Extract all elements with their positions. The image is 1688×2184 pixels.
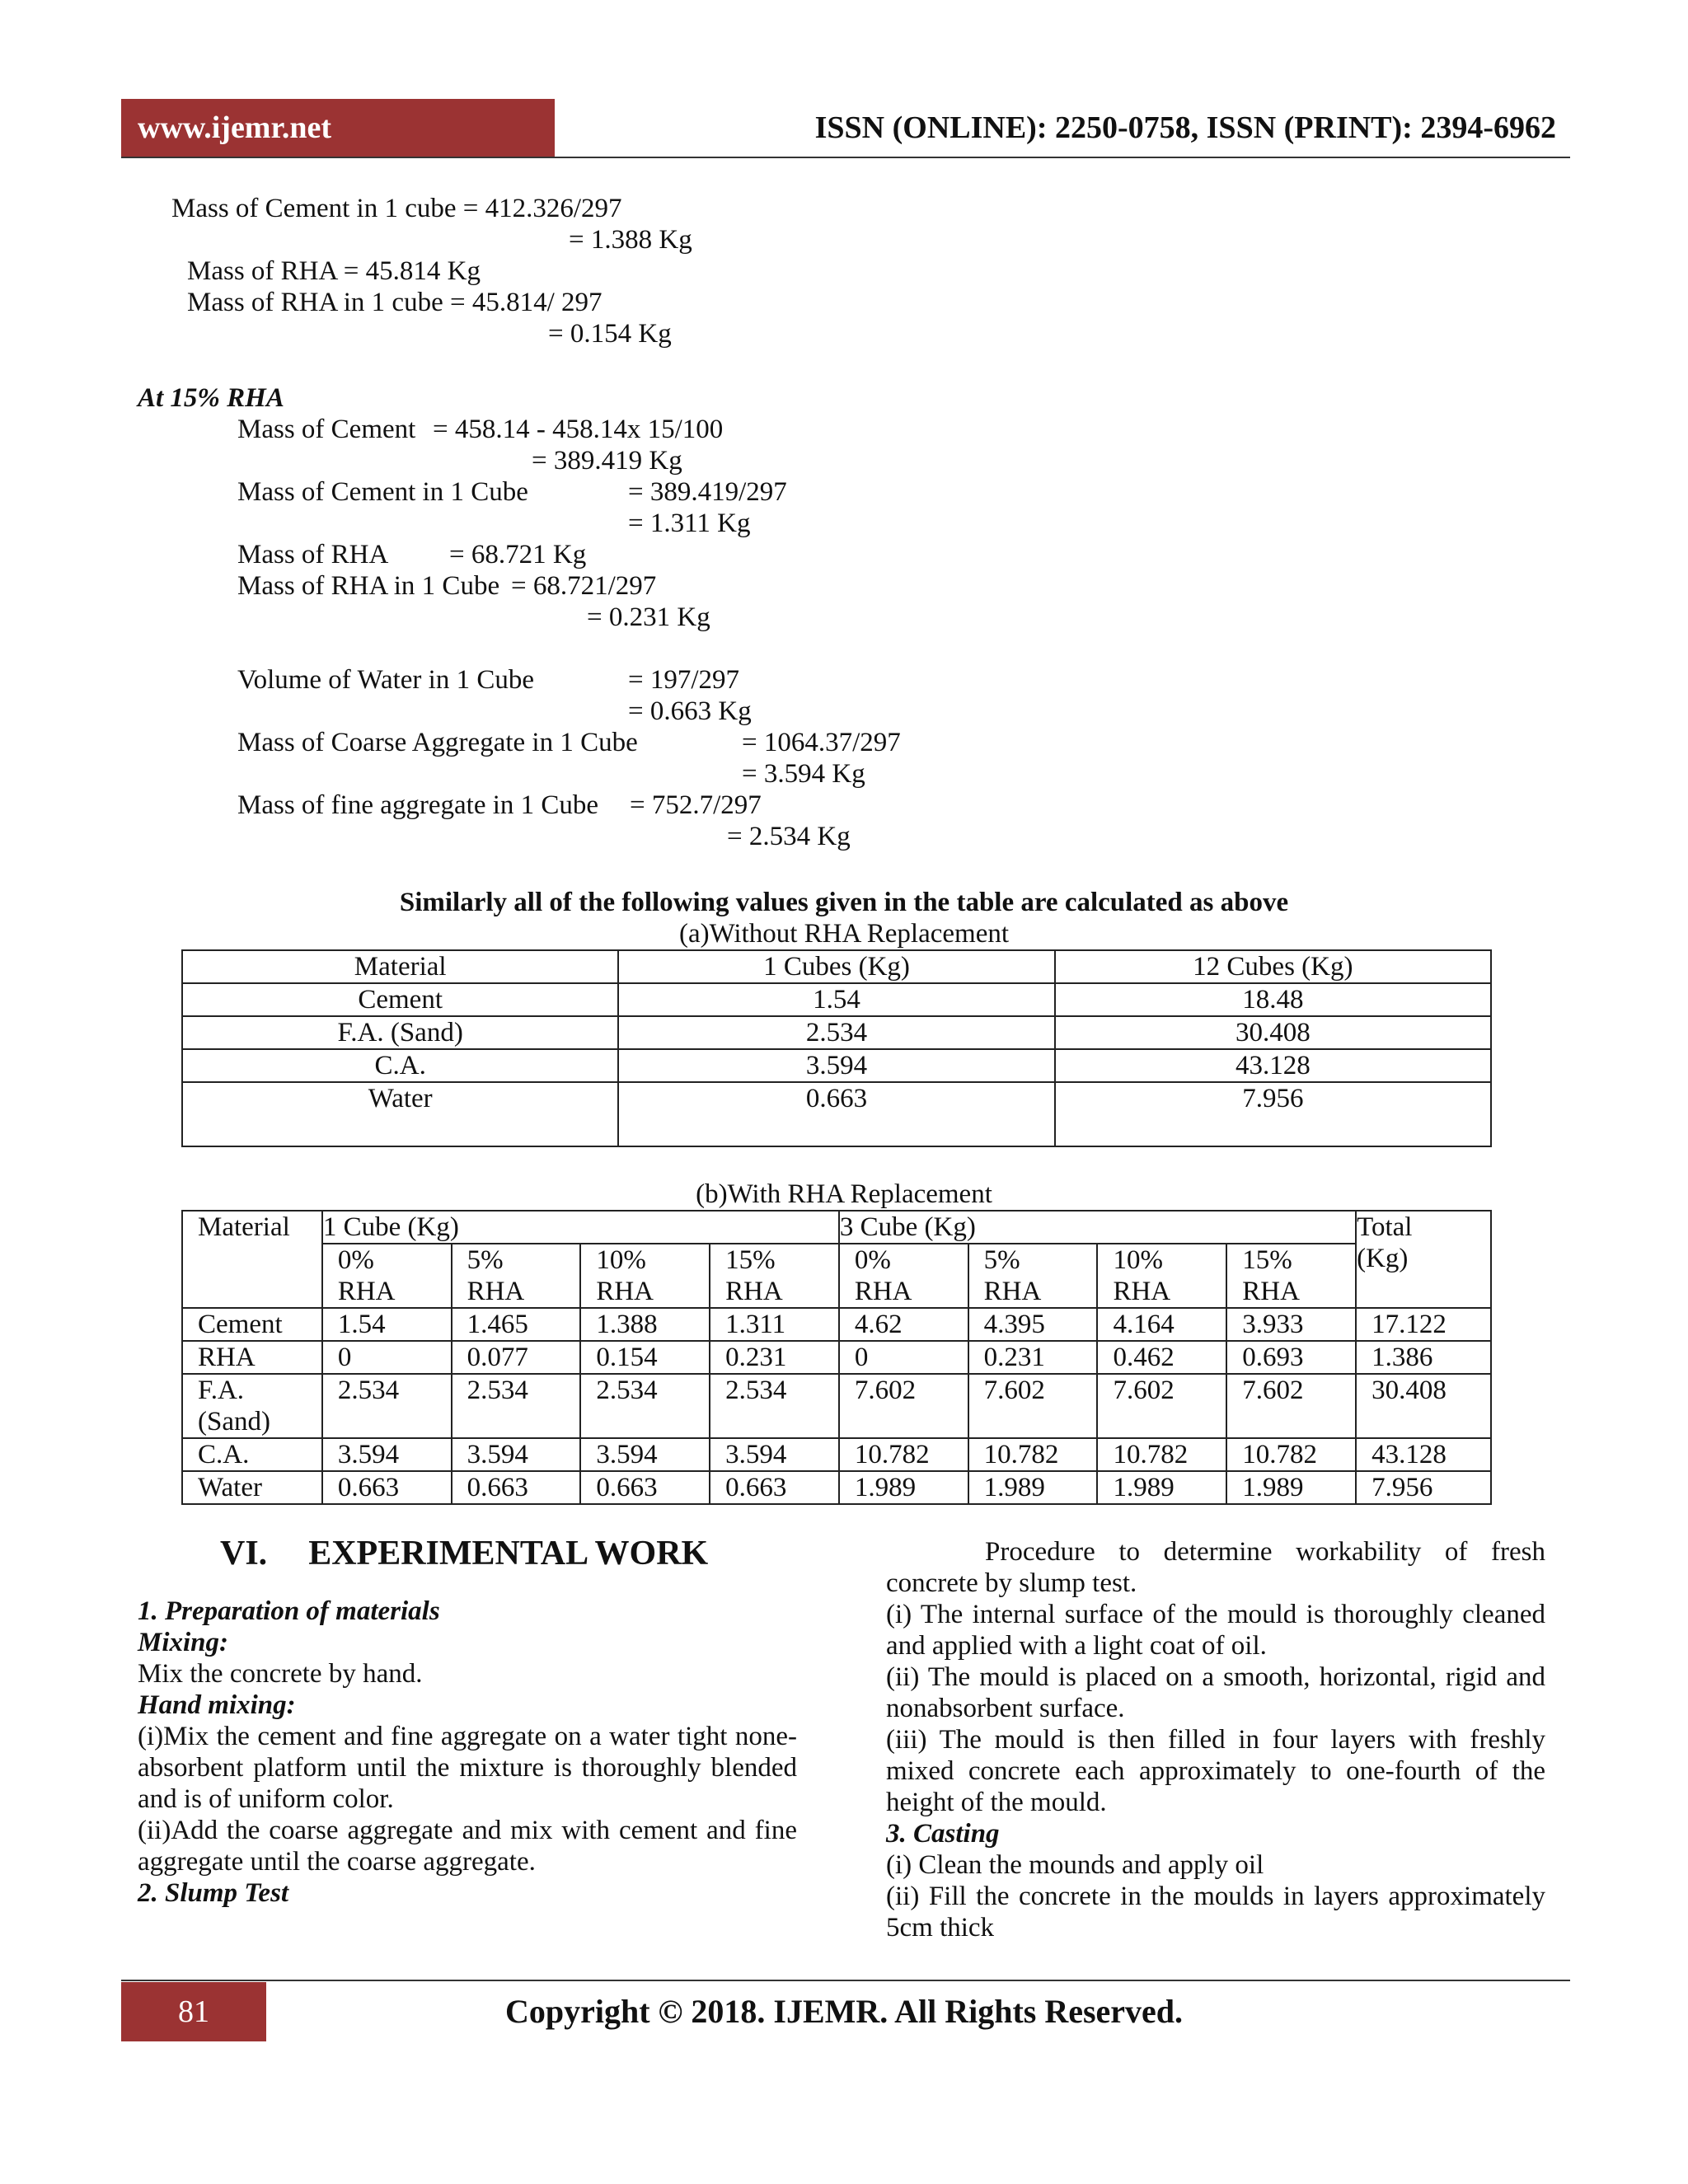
table-cell: 1.54: [322, 1308, 452, 1341]
copyright-notice: Copyright © 2018. IJEMR. All Rights Reserved.: [504, 1993, 1184, 2030]
table-header-row: [182, 1211, 1491, 1244]
table-cell: 10.782: [1226, 1438, 1356, 1471]
calc-line: Mass of RHA = 45.814 Kg: [187, 256, 481, 286]
page-number: 81: [178, 1994, 209, 2029]
table-cell: 7.602: [1226, 1374, 1356, 1438]
table-cell: 7.956: [1356, 1471, 1491, 1504]
left-column: [138, 1533, 797, 1909]
table-header-cell: Material: [182, 950, 618, 983]
table-header-cell: [1356, 1211, 1491, 1308]
table-cell: 3.594: [618, 1049, 1054, 1082]
table-cell: 3.594: [322, 1438, 452, 1471]
calc-result: = 389.419 Kg: [532, 446, 682, 476]
journal-url[interactable]: www.ijemr.net: [138, 110, 331, 145]
calc-label: Volume of Water in 1 Cube: [237, 665, 534, 695]
table-cell: 3.594: [452, 1438, 581, 1471]
calc-label: Mass of RHA in 1 Cube: [237, 571, 500, 601]
list-item: (ii) The mould is placed on a smooth, horizontal, rigid and nonabsorbent surface.: [886, 1662, 1545, 1723]
list-item: (iii) The mould is then filled in four layers with freshly mixed concrete each approximately to one-fourth of the height of the mould.: [886, 1725, 1545, 1817]
table-header-cell: 1 Cube (Kg): [322, 1211, 839, 1244]
table-cell: 0.154: [580, 1341, 710, 1374]
section-heading: [220, 1533, 797, 1574]
calc-line: Mass of RHA in 1 cube = 45.814/ 297: [187, 288, 603, 317]
table-cell: 0.462: [1097, 1341, 1226, 1374]
table-row: [182, 983, 1491, 1016]
table-cell: RHA: [182, 1341, 322, 1374]
footer-divider: [121, 1980, 1570, 1981]
table-cell: Cement: [182, 1308, 322, 1341]
table-cell: 4.164: [1097, 1308, 1226, 1341]
table-row: [182, 1308, 1491, 1341]
paragraph: Mix the concrete by hand.: [138, 1659, 423, 1689]
table-cell: 1.311: [710, 1308, 839, 1341]
table-cell: 1.386: [1356, 1341, 1491, 1374]
table-cell: 7.956: [1055, 1082, 1491, 1146]
table-cell: 30.408: [1055, 1016, 1491, 1049]
table-a-caption: (a)Without RHA Replacement: [678, 919, 1010, 949]
table-cell: 1.989: [839, 1471, 968, 1504]
table-cell: 10.782: [968, 1438, 1098, 1471]
list-item: (i) The internal surface of the mould is thoroughly cleaned and applied with a light coat of oil.: [886, 1600, 1545, 1661]
calc-equation: = 68.721/297: [511, 571, 657, 601]
table-cell: 10.782: [839, 1438, 968, 1471]
table-row: [182, 1341, 1491, 1374]
calc-equation: = 197/297: [628, 665, 740, 695]
table-cell: 0.693: [1226, 1341, 1356, 1374]
table-header-cell: 3 Cube (Kg): [839, 1211, 1356, 1244]
table-cell: 10.782: [1097, 1438, 1226, 1471]
header-divider: [121, 157, 1570, 158]
calc-equation: = 458.14 - 458.14x 15/100: [433, 415, 724, 444]
table-cell: 3.594: [580, 1438, 710, 1471]
table-row: [182, 1374, 1491, 1438]
table-row: [182, 1471, 1491, 1504]
table-cell: Water: [182, 1471, 322, 1504]
table-cell: 7.602: [1097, 1374, 1226, 1438]
calc-result: = 3.594 Kg: [742, 759, 865, 789]
table-header-cell: 15% RHA: [1226, 1244, 1356, 1308]
calc-result: = 2.534 Kg: [727, 822, 851, 851]
calc-label: Mass of Cement in 1 Cube: [237, 477, 528, 507]
calc-equation: = 1064.37/297: [742, 728, 901, 757]
table-cell: 4.395: [968, 1308, 1098, 1341]
table-header-cell: 5% RHA: [968, 1244, 1098, 1308]
table-cell: 0: [322, 1341, 452, 1374]
table-cell: Cement: [182, 983, 618, 1016]
table-header-cell: 0% RHA: [839, 1244, 968, 1308]
table-cell: 18.48: [1055, 983, 1491, 1016]
table-cell: 0.663: [618, 1082, 1054, 1146]
table-cell: 1.388: [580, 1308, 710, 1341]
table-cell: 3.594: [710, 1438, 839, 1471]
section-title: EXPERIMENTAL WORK: [308, 1535, 709, 1572]
table-cell: 7.602: [839, 1374, 968, 1438]
calc-label: Mass of Cement: [237, 415, 416, 444]
table-header-cell: 10% RHA: [1097, 1244, 1226, 1308]
table-cell: C.A.: [182, 1438, 322, 1471]
list-item: (i) Clean the mounds and apply oil: [886, 1850, 1264, 1880]
table-header-cell: Material: [182, 1211, 322, 1308]
calc-section-title: At 15% RHA: [138, 383, 284, 413]
table-cell: 0: [839, 1341, 968, 1374]
calc-equation: = 752.7/297: [630, 790, 762, 820]
table-intro: Similarly all of the following values given in the table are calculated as above: [399, 888, 1289, 917]
paragraph: Procedure to determine workability of fresh concrete by slump test.: [886, 1537, 1545, 1598]
table-cell: 1.989: [968, 1471, 1098, 1504]
table-header-cell: 10% RHA: [580, 1244, 710, 1308]
calc-result: = 0.663 Kg: [628, 696, 752, 726]
calc-equation: = 68.721 Kg: [449, 540, 587, 569]
table-cell: F.A. (Sand): [182, 1016, 618, 1049]
calc-result: = 1.311 Kg: [628, 509, 751, 538]
table-row: [182, 1049, 1491, 1082]
paragraph: (ii)Add the coarse aggregate and mix with cement and fine aggregate until the coarse aggregate.: [138, 1816, 797, 1877]
calc-label: Mass of RHA: [237, 540, 389, 569]
section-number: VI.: [220, 1535, 268, 1572]
subsection-title: 3. Casting: [886, 1819, 1000, 1849]
right-column: [886, 1536, 1545, 1943]
table-header-cell: 15% RHA: [710, 1244, 839, 1308]
table-row: [182, 1082, 1491, 1146]
table-cell: 1.989: [1226, 1471, 1356, 1504]
subsection-label: Hand mixing:: [138, 1690, 296, 1720]
total-label: Total (Kg): [1357, 1212, 1413, 1273]
table-cell: 0.077: [452, 1341, 581, 1374]
table-cell: 1.465: [452, 1308, 581, 1341]
table-cell: 2.534: [322, 1374, 452, 1438]
calc-line: Mass of Cement in 1 cube = 412.326/297: [171, 194, 622, 223]
table-cell: 43.128: [1356, 1438, 1491, 1471]
table-cell: 43.128: [1055, 1049, 1491, 1082]
table-header-cell: 0% RHA: [322, 1244, 452, 1308]
table-cell: 2.534: [618, 1016, 1054, 1049]
table-cell: 1.54: [618, 983, 1054, 1016]
calc-label: Mass of Coarse Aggregate in 1 Cube: [237, 728, 638, 757]
table-without-rha: [181, 949, 1492, 1147]
table-cell: 0.663: [322, 1471, 452, 1504]
calc-line: = 1.388 Kg: [569, 225, 692, 255]
table-cell: 1.989: [1097, 1471, 1226, 1504]
table-row: [182, 1016, 1491, 1049]
table-cell: 3.933: [1226, 1308, 1356, 1341]
table-cell: 4.62: [839, 1308, 968, 1341]
table-cell: 0.663: [710, 1471, 839, 1504]
table-cell: F.A. (Sand): [182, 1374, 322, 1438]
table-cell: C.A.: [182, 1049, 618, 1082]
table-cell: 17.122: [1356, 1308, 1491, 1341]
table-cell: 0.231: [710, 1341, 839, 1374]
table-cell: Water: [182, 1082, 618, 1146]
calc-line: = 0.154 Kg: [548, 319, 672, 349]
subsection-label: Mixing:: [138, 1628, 229, 1657]
table-subheader-row: [182, 1244, 1491, 1308]
list-item: (ii) Fill the concrete in the moulds in layers approximately 5cm thick: [886, 1882, 1545, 1943]
table-cell: 2.534: [710, 1374, 839, 1438]
table-cell: 0.663: [452, 1471, 581, 1504]
table-cell: 0.663: [580, 1471, 710, 1504]
subsection-title: 2. Slump Test: [138, 1878, 289, 1908]
table-row: [182, 1438, 1491, 1471]
table-cell: 7.602: [968, 1374, 1098, 1438]
calc-equation: = 389.419/297: [628, 477, 787, 507]
table-b-caption: (b)With RHA Replacement: [696, 1179, 992, 1209]
table-cell: 30.408: [1356, 1374, 1491, 1438]
calc-label: Mass of fine aggregate in 1 Cube: [237, 790, 599, 820]
table-cell: 0.231: [968, 1341, 1098, 1374]
table-header-cell: 5% RHA: [452, 1244, 581, 1308]
table-cell: 2.534: [580, 1374, 710, 1438]
table-header-row: [182, 950, 1491, 983]
table-header-cell: 12 Cubes (Kg): [1055, 950, 1491, 983]
subsection-title: 1. Preparation of materials: [138, 1596, 440, 1626]
table-header-cell: 1 Cubes (Kg): [618, 950, 1054, 983]
table-with-rha: [181, 1210, 1492, 1505]
paragraph: (i)Mix the cement and fine aggregate on a water tight none-absorbent platform until the mixture is thoroughly blended and is of uniform color.: [138, 1722, 797, 1814]
issn-line: ISSN (ONLINE): 2250-0758, ISSN (PRINT): 2394-6962: [814, 110, 1556, 145]
table-cell: 2.534: [452, 1374, 581, 1438]
calc-result: = 0.231 Kg: [587, 602, 710, 632]
